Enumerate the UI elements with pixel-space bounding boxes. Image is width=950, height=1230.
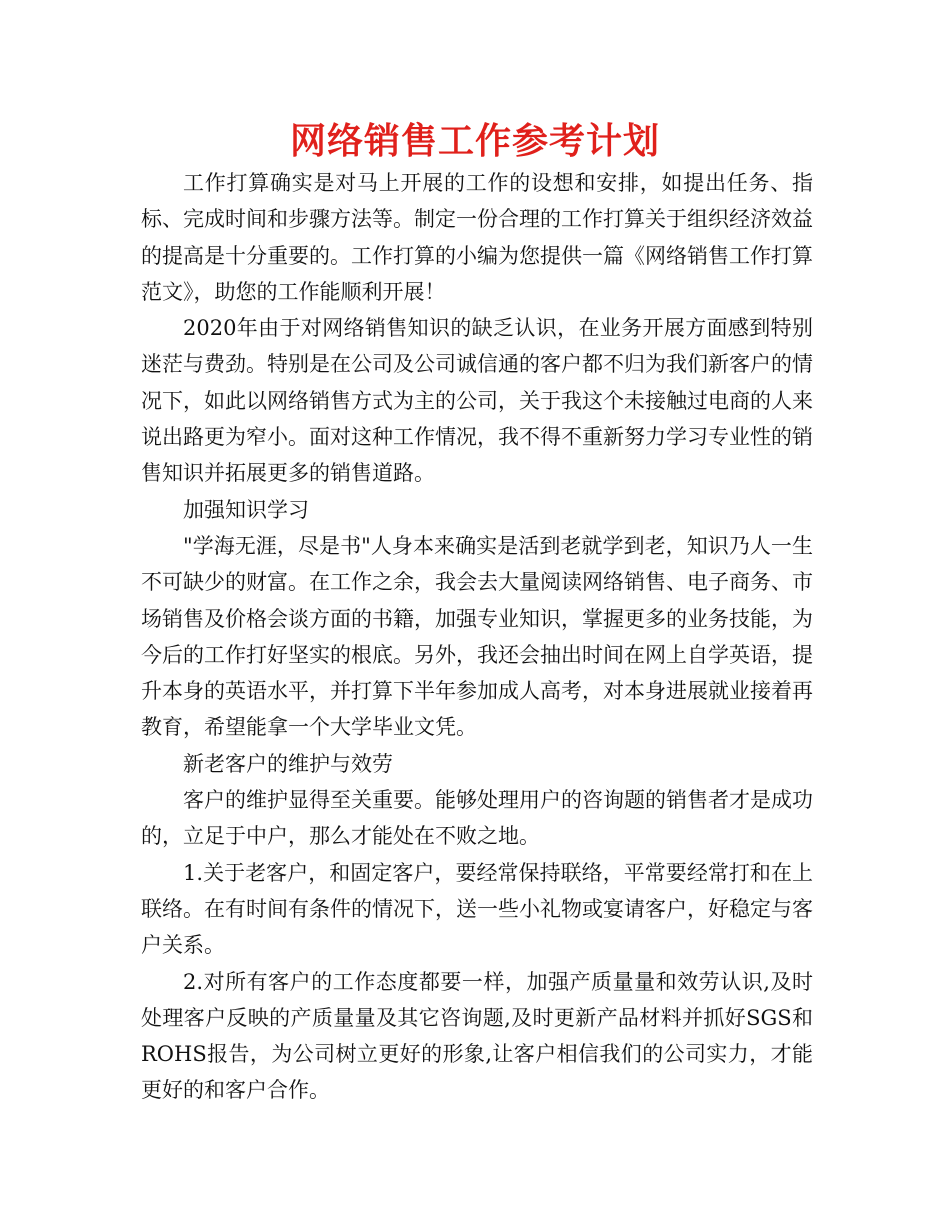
section-heading-customers: 新老客户的维护与效劳 [183, 751, 393, 776]
document-title: 网络销售工作参考计划 [289, 121, 660, 162]
paragraph-all-customers: 2.对所有客户的工作态度都要一样，加强产质量量和效劳认识,及时处理客户反映的产质量量及其它咨询题,及时更新产品材料并抓好SGS和ROHS报告，为公司树立更好的形象,让客户相信我们的公司实力，才能更好的和客户合作。 [141, 969, 813, 1103]
paragraph-background: 2020年由于对网络销售知识的缺乏认识，在业务开展方面感到特别迷茫与费劲。特别是在公司及公司诚信通的客户都不归为我们新客户的情况下，如此以网络销售方式为主的公司，关于我这个未接触过电商的人来说出路更为窄小。面对这种工作情况，我不得不重新努力学习专业性的销售知识并拓展更多的销售道路。 [141, 316, 813, 486]
document-body [141, 165, 813, 1109]
paragraph-learning: "学海无涯，尽是书"人身本来确实是活到老就学到老，知识乃人一生不可缺少的财富。在工作之余，我会去大量阅读网络销售、电子商务、市场销售及价格会谈方面的书籍，加强专业知识，掌握更多的业务技能，为今后的工作打好坚实的根底。另外，我还会抽出时间在网上自学英语，提升本身的英语水平，并打算下半年参加成人高考，对本身进展就业接着再教育，希望能拿一个大学毕业文凭。 [141, 533, 813, 740]
paragraph-old-customers: 1.关于老客户，和固定客户，要经常保持联络，平常要经常打和在上联络。在有时间有条件的情况下，送一些小礼物或宴请客户，好稳定与客户关系。 [141, 860, 813, 958]
section-heading-learning: 加强知识学习 [183, 497, 309, 522]
paragraph-intro: 工作打算确实是对马上开展的工作的设想和安排，如提出任务、指标、完成时间和步骤方法等。制定一份合理的工作打算关于组织经济效益的提高是十分重要的。工作打算的小编为您提供一篇《网络销售工作打算范文》，助您的工作能顺利开展！ [141, 171, 813, 304]
paragraph-customers: 客户的维护显得至关重要。能够处理用户的咨询题的销售者才是成功的，立足于中户，那么才能处在不败之地。 [141, 788, 813, 849]
